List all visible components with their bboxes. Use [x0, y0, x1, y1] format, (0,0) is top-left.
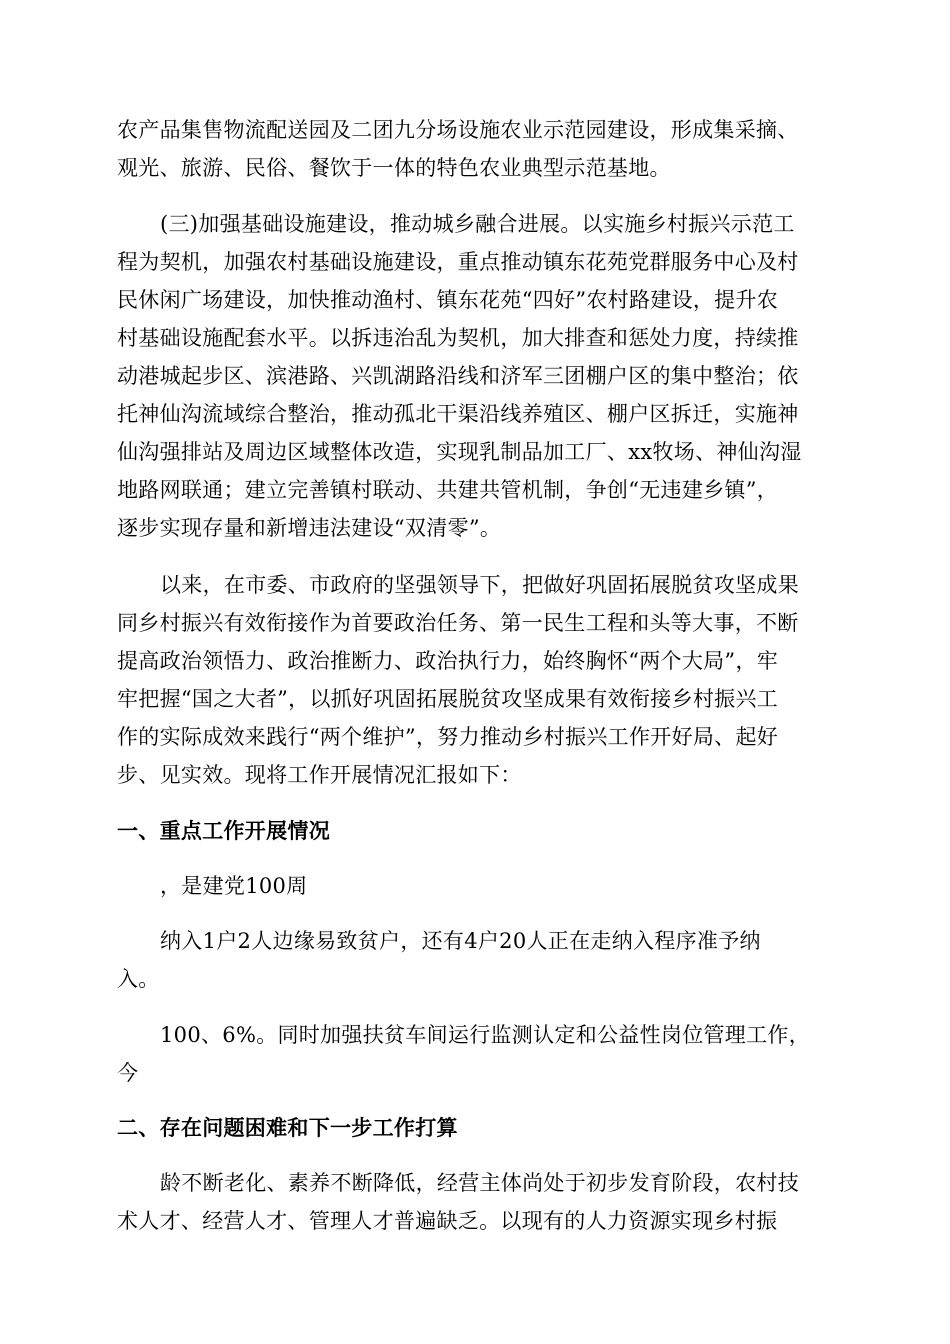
paragraph-line: 村基础设施配套水平。以拆违治乱为契机，加大排查和惩处力度，持续推 — [117, 326, 799, 350]
paragraph-line: 地路网联通；建立完善镇村联动、共建共管机制，争创“无违建乡镇”， — [117, 478, 779, 502]
paragraph-line: 逐步实现存量和新增违法建设“双清零”。 — [117, 516, 502, 540]
section-heading: 一、重点工作开展情况 — [117, 818, 330, 843]
paragraph-line: 术人才、经营人才、管理人才普遍缺乏。以现有的人力资源实现乡村振 — [117, 1209, 778, 1233]
paragraph-line: 托神仙沟流域综合整治，推动孤北干渠沿线养殖区、棚户区拆迁，实施神 — [117, 402, 799, 426]
paragraph-line: 龄不断老化、素养不断降低，经营主体尚处于初步发育阶段，农村技 — [160, 1171, 799, 1195]
paragraph-line: 100、6%。同时加强扶贫车间运行监测认定和公益性岗位管理工作， — [160, 1023, 810, 1047]
paragraph-line: (三)加强基础设施建设，推动城乡融合进展。以实施乡村振兴示范工 — [160, 212, 795, 236]
paragraph-line: 农产品集售物流配送园及二团九分场设施农业示范园建设，形成集采摘、 — [117, 118, 799, 142]
paragraph-line: 提高政治领悟力、政治推断力、政治执行力，始终胸怀“两个大局”，牢 — [117, 649, 779, 673]
paragraph-line: 观光、旅游、民俗、餐饮于一体的特色农业典型示范基地。 — [117, 156, 671, 180]
paragraph-line: ，是建党100周 — [160, 874, 308, 898]
paragraph-line: 纳入1户2人边缘易致贫户，还有4户20人正在走纳入程序准予纳 — [160, 929, 761, 953]
paragraph-line: 步、见实效。现将工作开展情况汇报如下： — [117, 763, 522, 787]
paragraph-line: 作的实际成效来践行“两个维护”，努力推动乡村振兴工作开好局、起好 — [117, 725, 779, 749]
paragraph-line: 同乡村振兴有效衔接作为首要政治任务、第一民生工程和头等大事，不断 — [117, 611, 799, 635]
section-heading: 二、存在问题困难和下一步工作打算 — [117, 1115, 458, 1140]
paragraph-line: 民休闲广场建设，加快推动渔村、镇东花苑“四好”农村路建设，提升农 — [117, 288, 779, 312]
paragraph-line: 牢把握“国之大者”，以抓好巩固拓展脱贫攻坚成果有效衔接乡村振兴工 — [117, 687, 779, 711]
paragraph-line: 入。 — [117, 967, 160, 991]
paragraph-line: 动港城起步区、滨港路、兴凯湖路沿线和济军三团棚户区的集中整治；依 — [117, 364, 799, 388]
paragraph-line: 仙沟强排站及周边区域整体改造，实现乳制品加工厂、xx牧场、神仙沟湿 — [117, 440, 802, 464]
paragraph-line: 以来，在市委、市政府的坚强领导下，把做好巩固拓展脱贫攻坚成果 — [160, 573, 799, 597]
paragraph-line: 今 — [117, 1061, 139, 1085]
paragraph-line: 程为契机，加强农村基础设施建设，重点推动镇东花苑党群服务中心及村 — [117, 250, 799, 274]
